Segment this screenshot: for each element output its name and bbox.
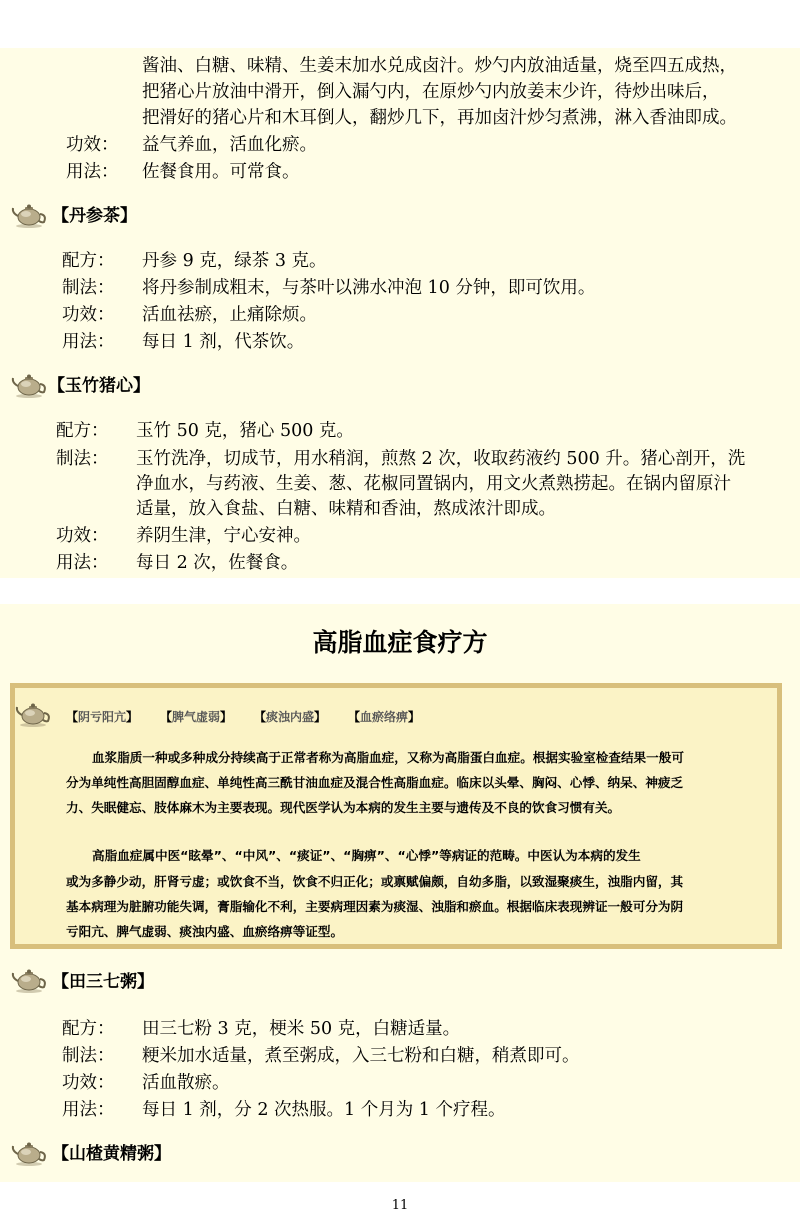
method-text-line: 玉竹洗净，切成节，用水稍润，煎熬 2 次，收取药液约 500 升。猪心剖开，洗 (136, 449, 746, 469)
teapot-icon (10, 1142, 48, 1166)
paragraph-line: 分为单纯性高胆固醇血症、单纯性高三酰甘油血症及混合性高脂血症。临床以头晕、胸闷、心悸、纳呆、神疲乏 (66, 775, 684, 790)
recipe-title-yuzhu-pig-heart: 【玉竹猪心】 (48, 376, 150, 396)
teapot-icon (10, 204, 48, 228)
usage-text: 每日 1 剂，分 2 次热服。1 个月为 1 个疗程。 (142, 1100, 506, 1120)
method-label: 制法： (62, 278, 115, 298)
effect-label: 功效： (62, 1073, 115, 1093)
formula-label: 配方： (56, 421, 109, 441)
effect-text: 益气养血，活血化瘀。 (142, 135, 317, 155)
effect-text: 活血散瘀。 (142, 1073, 230, 1093)
usage-text: 每日 1 剂，代茶饮。 (142, 332, 305, 352)
usage-label: 用法： (62, 1100, 115, 1120)
usage-text: 每日 2 次，佐餐食。 (136, 553, 299, 573)
method-text: 将丹参制成粗末，与茶叶以沸水冲泡 10 分钟，即可饮用。 (142, 278, 596, 298)
formula-text: 田三七粉 3 克，梗米 50 克，白糖适量。 (142, 1019, 461, 1039)
usage-label: 用法： (56, 553, 109, 573)
teapot-icon (10, 374, 48, 398)
usage-label: 用法： (66, 162, 119, 182)
section-title: 高脂血症食疗方 (312, 628, 488, 657)
effect-label: 功效： (62, 305, 115, 325)
page-number: 11 (391, 1198, 409, 1213)
usage-label: 用法： (62, 332, 115, 352)
method-label: 制法： (56, 449, 109, 469)
recipe-text-line: 把猪心片放油中滑开，倒入漏勺内，在原炒勺内放姜末少许，待炒出味后， (142, 82, 720, 102)
formula-text: 玉竹 50 克，猪心 500 克。 (136, 421, 354, 441)
paragraph-line: 或为多静少动，肝肾亏虚；或饮食不当，饮食不归正化；或禀赋偏颇，自幼多脂，以致湿聚痰生，浊脂内留，其 (66, 874, 684, 889)
usage-text: 佐餐食用。可常食。 (142, 162, 300, 182)
method-text-line: 净血水，与药液、生姜、葱、花椒同置锅内，用文火煮熟捞起。在锅内留原汁 (136, 474, 731, 494)
recipe-text-line: 酱油、白糖、味精、生姜末加水兑成卤汁。炒勺内放油适量，烧至四五成热， (142, 56, 737, 76)
paragraph-line: 力、失眠健忘、肢体麻木为主要表现。现代医学认为本病的发生主要与遗传及不良的饮食习惯有关。 (66, 800, 621, 815)
teapot-icon (14, 703, 52, 727)
method-label: 制法： (62, 1046, 115, 1066)
paragraph-line: 血浆脂质一种或多种成分持续高于正常者称为高脂血症，又称为高脂蛋白血症。根据实验室检查结果一般可 (92, 750, 684, 765)
syndrome-tag: 【血瘀络痹】 (348, 710, 421, 724)
paragraph-line: 基本病理为脏腑功能失调，膏脂输化不利，主要病理因素为痰湿、浊脂和瘀血。根据临床表现辨证一般可分为阴 (66, 899, 684, 914)
paragraph-line: 高脂血症属中医“眩晕”、“中风”、“痰证”、“胸痹”、“心悸”等病证的范畴。中医认为本病的发生 (92, 848, 641, 863)
method-text-line: 适量，放入食盐、白糖、味精和香油，熬成浓汁即成。 (136, 499, 556, 519)
effect-label: 功效： (56, 526, 109, 546)
recipe-title-shanzha-porridge: 【山楂黄精粥】 (52, 1144, 171, 1164)
syndrome-tag: 【脾气虚弱】 (160, 710, 233, 724)
effect-label: 功效： (66, 135, 119, 155)
effect-text: 活血祛瘀，止痛除烦。 (142, 305, 317, 325)
syndrome-tag: 【阴亏阳亢】 (66, 710, 139, 724)
method-text: 粳米加水适量，煮至粥成，入三七粉和白糖，稍煮即可。 (142, 1046, 580, 1066)
effect-text: 养阴生津，宁心安神。 (136, 526, 311, 546)
formula-label: 配方： (62, 1019, 115, 1039)
formula-text: 丹参 9 克，绿茶 3 克。 (142, 251, 327, 271)
recipe-title-tianqi-porridge: 【田三七粥】 (52, 972, 154, 992)
teapot-icon (10, 969, 48, 993)
formula-label: 配方： (62, 251, 115, 271)
recipe-title-danshen-tea: 【丹参茶】 (52, 206, 137, 226)
recipe-text-line: 把滑好的猪心片和木耳倒人，翻炒几下，再加卤汁炒匀煮沸，淋入香油即成。 (142, 108, 737, 128)
syndrome-tag: 【痰浊内盛】 (254, 710, 327, 724)
paragraph-line: 亏阳亢、脾气虚弱、痰浊内盛、血瘀络痹等证型。 (66, 924, 344, 939)
